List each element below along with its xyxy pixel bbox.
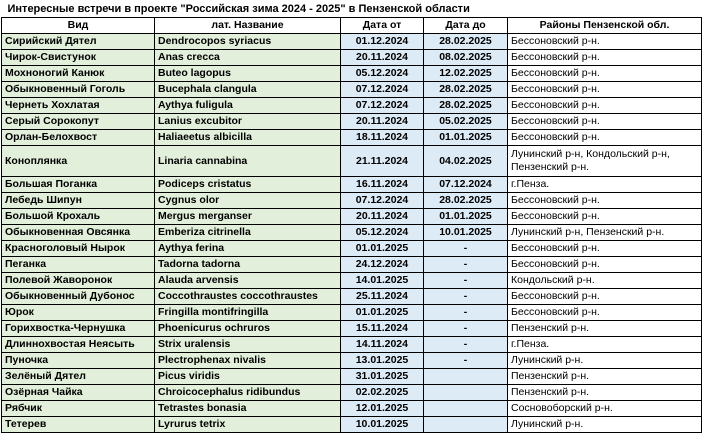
region-cell: Сосновоборский р-н.	[508, 401, 702, 417]
table-row	[2, 82, 702, 98]
table-row	[2, 146, 702, 177]
latin-name-cell: Lanius excubitor	[155, 114, 341, 130]
header-date-to: Дата до	[424, 18, 508, 34]
species-cell: Пуночка	[2, 353, 155, 369]
region-cell: Бессоновский р-н.	[508, 305, 702, 321]
latin-name-cell: Cygnus olor	[155, 193, 341, 209]
date-from-cell: 14.01.2025	[341, 273, 424, 289]
species-cell: Сирийский Дятел	[2, 34, 155, 50]
date-to-cell: 07.12.2024	[424, 177, 508, 193]
table-row	[2, 289, 702, 305]
species-cell: Коноплянка	[2, 146, 155, 177]
latin-name-cell: Mergus merganser	[155, 209, 341, 225]
region-cell: Бессоновский р-н.	[508, 34, 702, 50]
species-cell: Обыкновенный Дубонос	[2, 289, 155, 305]
species-cell: Озёрная Чайка	[2, 385, 155, 401]
date-from-cell: 13.01.2025	[341, 353, 424, 369]
species-cell: Юрок	[2, 305, 155, 321]
region-cell: Кондольский р-н.	[508, 273, 702, 289]
table-row	[2, 130, 702, 146]
table-row	[2, 353, 702, 369]
date-to-cell: 04.02.2025	[424, 146, 508, 177]
date-to-cell: -	[424, 321, 508, 337]
region-cell: Бессоновский р-н.	[508, 98, 702, 114]
region-cell: Бессоновский р-н.	[508, 66, 702, 82]
region-cell: Лунинский р-н.	[508, 417, 702, 433]
region-cell: Лунинский р-н, Пензенский р-н.	[508, 225, 702, 241]
date-to-cell: -	[424, 353, 508, 369]
table-row	[2, 369, 702, 385]
latin-name-cell: Plectrophenax nivalis	[155, 353, 341, 369]
date-from-cell: 15.11.2024	[341, 321, 424, 337]
date-from-cell: 01.01.2025	[341, 241, 424, 257]
latin-name-cell: Anas crecca	[155, 50, 341, 66]
title-row	[2, 2, 702, 18]
region-cell: Бессоновский р-н.	[508, 257, 702, 273]
table-row	[2, 385, 702, 401]
region-cell: Лунинский р-н, Кондольский р-н, Пензенский р-н.	[508, 146, 702, 177]
date-to-cell: 01.01.2025	[424, 130, 508, 146]
table-row	[2, 337, 702, 353]
date-to-cell	[424, 417, 508, 433]
table-row	[2, 273, 702, 289]
table-row	[2, 177, 702, 193]
date-to-cell: 08.02.2025	[424, 50, 508, 66]
date-to-cell: 10.01.2025	[424, 225, 508, 241]
table-row	[2, 321, 702, 337]
species-cell: Тетерев	[2, 417, 155, 433]
latin-name-cell: Coccothraustes coccothraustes	[155, 289, 341, 305]
latin-name-cell: Alauda arvensis	[155, 273, 341, 289]
date-to-cell: 28.02.2025	[424, 34, 508, 50]
region-cell: г.Пенза.	[508, 177, 702, 193]
date-from-cell: 14.11.2024	[341, 337, 424, 353]
date-from-cell: 05.12.2024	[341, 225, 424, 241]
date-from-cell: 16.11.2024	[341, 177, 424, 193]
table-row	[2, 34, 702, 50]
date-to-cell	[424, 369, 508, 385]
latin-name-cell: Buteo lagopus	[155, 66, 341, 82]
region-cell: Бессоновский р-н.	[508, 209, 702, 225]
latin-name-cell: Aythya fuligula	[155, 98, 341, 114]
region-cell: Бессоновский р-н.	[508, 130, 702, 146]
species-cell: Рябчик	[2, 401, 155, 417]
header-date-from: Дата от	[341, 18, 424, 34]
species-cell: Длиннохвостая Неясыть	[2, 337, 155, 353]
region-cell: г.Пенза.	[508, 337, 702, 353]
latin-name-cell: Picus viridis	[155, 369, 341, 385]
species-cell: Пеганка	[2, 257, 155, 273]
date-to-cell: 12.02.2025	[424, 66, 508, 82]
region-cell: Бессоновский р-н.	[508, 82, 702, 98]
date-to-cell: 28.02.2025	[424, 98, 508, 114]
table-row	[2, 401, 702, 417]
species-cell: Красноголовый Нырок	[2, 241, 155, 257]
table-title: Интересные встречи в проекте "Российская зима 2024 - 2025" в Пензенской области	[7, 3, 470, 15]
date-to-cell: -	[424, 337, 508, 353]
latin-name-cell: Tetrastes bonasia	[155, 401, 341, 417]
date-to-cell: -	[424, 273, 508, 289]
latin-name-cell: Fringilla montifringilla	[155, 305, 341, 321]
date-to-cell: 28.02.2025	[424, 193, 508, 209]
latin-name-cell: Aythya ferina	[155, 241, 341, 257]
latin-name-cell: Podiceps cristatus	[155, 177, 341, 193]
date-from-cell: 10.01.2025	[341, 417, 424, 433]
date-to-cell: -	[424, 305, 508, 321]
latin-name-cell: Phoenicurus ochruros	[155, 321, 341, 337]
species-cell: Горихвостка-Чернушка	[2, 321, 155, 337]
date-from-cell: 24.12.2024	[341, 257, 424, 273]
table-row	[2, 66, 702, 82]
latin-name-cell: Chroicocephalus ridibundus	[155, 385, 341, 401]
latin-name-cell: Haliaeetus albicilla	[155, 130, 341, 146]
date-from-cell: 12.01.2025	[341, 401, 424, 417]
table-row	[2, 209, 702, 225]
region-cell: Бессоновский р-н.	[508, 114, 702, 130]
date-to-cell: -	[424, 289, 508, 305]
table-row	[2, 241, 702, 257]
date-from-cell: 20.11.2024	[341, 114, 424, 130]
latin-name-cell: Dendrocopos syriacus	[155, 34, 341, 50]
latin-name-cell: Lyrurus tetrix	[155, 417, 341, 433]
date-from-cell: 05.12.2024	[341, 66, 424, 82]
species-cell: Зелёный Дятел	[2, 369, 155, 385]
header-latin: лат. Название	[155, 18, 341, 34]
table-row	[2, 305, 702, 321]
date-to-cell: -	[424, 257, 508, 273]
region-cell: Бессоновский р-н.	[508, 289, 702, 305]
date-from-cell: 01.12.2024	[341, 34, 424, 50]
header-row	[2, 18, 702, 34]
date-from-cell: 31.01.2025	[341, 369, 424, 385]
header-regions: Районы Пензенской обл.	[508, 18, 702, 34]
table-row	[2, 193, 702, 209]
species-cell: Лебедь Шипун	[2, 193, 155, 209]
date-to-cell	[424, 401, 508, 417]
species-cell: Чирок-Свистунок	[2, 50, 155, 66]
date-from-cell: 18.11.2024	[341, 130, 424, 146]
table-row	[2, 225, 702, 241]
date-from-cell: 20.11.2024	[341, 50, 424, 66]
region-cell: Пензенский р-н.	[508, 385, 702, 401]
species-cell: Орлан-Белохвост	[2, 130, 155, 146]
date-from-cell: 25.11.2024	[341, 289, 424, 305]
latin-name-cell: Tadorna tadorna	[155, 257, 341, 273]
header-species: Вид	[2, 18, 155, 34]
date-to-cell: -	[424, 241, 508, 257]
species-cell: Серый Сорокопут	[2, 114, 155, 130]
date-from-cell: 20.11.2024	[341, 209, 424, 225]
date-to-cell: 28.02.2025	[424, 82, 508, 98]
latin-name-cell: Bucephala clangula	[155, 82, 341, 98]
date-from-cell: 01.01.2025	[341, 305, 424, 321]
region-cell: Бессоновский р-н.	[508, 193, 702, 209]
date-from-cell: 07.12.2024	[341, 193, 424, 209]
species-cell: Мохноногий Канюк	[2, 66, 155, 82]
species-cell: Большая Поганка	[2, 177, 155, 193]
species-cell: Обыкновенная Овсянка	[2, 225, 155, 241]
spreadsheet	[1, 2, 702, 433]
date-to-cell	[424, 385, 508, 401]
table-row	[2, 50, 702, 66]
table-row	[2, 98, 702, 114]
species-cell: Полевой Жаворонок	[2, 273, 155, 289]
birds-table	[1, 2, 702, 433]
table-row	[2, 257, 702, 273]
species-cell: Большой Крохаль	[2, 209, 155, 225]
region-cell: Пензенский р-н.	[508, 369, 702, 385]
latin-name-cell: Emberiza citrinella	[155, 225, 341, 241]
region-cell: Бессоновский р-н.	[508, 241, 702, 257]
date-from-cell: 21.11.2024	[341, 146, 424, 177]
region-cell: Лунинский р-н.	[508, 353, 702, 369]
species-cell: Чернеть Хохлатая	[2, 98, 155, 114]
latin-name-cell: Strix uralensis	[155, 337, 341, 353]
region-cell: Бессоновский р-н.	[508, 50, 702, 66]
date-from-cell: 07.12.2024	[341, 98, 424, 114]
table-row	[2, 114, 702, 130]
date-to-cell: 01.01.2025	[424, 209, 508, 225]
date-to-cell: 05.02.2025	[424, 114, 508, 130]
latin-name-cell: Linaria cannabina	[155, 146, 341, 177]
date-from-cell: 07.12.2024	[341, 82, 424, 98]
species-cell: Обыкновенный Гоголь	[2, 82, 155, 98]
table-row	[2, 417, 702, 433]
region-cell: Пензенский р-н.	[508, 321, 702, 337]
date-from-cell: 02.02.2025	[341, 385, 424, 401]
